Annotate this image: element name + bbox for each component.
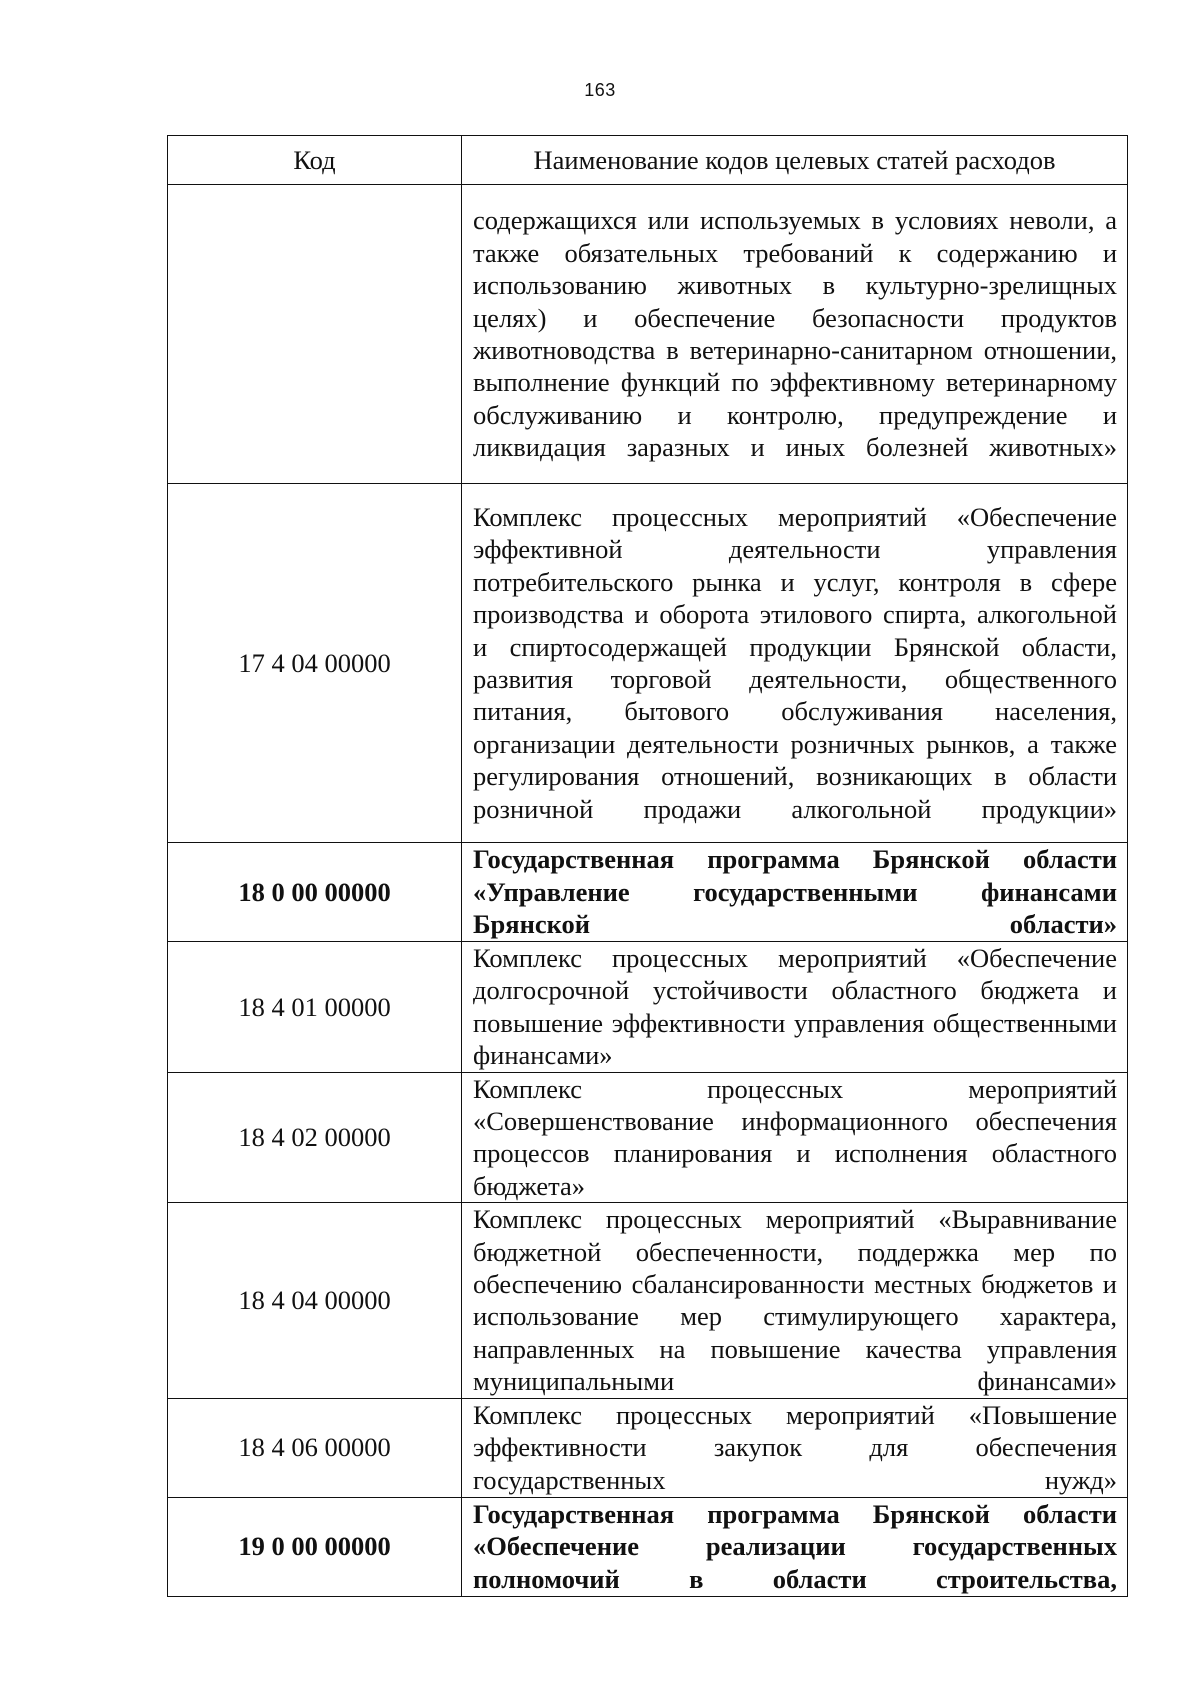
- row-code: 18 4 01 00000: [168, 942, 462, 1073]
- target-expense-codes-table: [167, 135, 1128, 1597]
- page-number: 163: [584, 80, 616, 100]
- row-code: 19 0 00 00000: [168, 1497, 462, 1596]
- header-name: Наименование кодов целевых статей расходов: [462, 136, 1128, 185]
- row-name: Комплекс процессных мероприятий «Выравнивание бюджетной обеспеченности, поддержка мер по обеспечению сбалансированности местных бюджетов и использование мер стимулирующего характера, направленных на повышение качества управления муниципальными финансами»: [462, 1203, 1128, 1398]
- row-name: Государственная программа Брянской области «Обеспечение реализации государственных полномочий в области строительства,: [462, 1497, 1128, 1596]
- row-name: Комплекс процессных мероприятий «Повышение эффективности закупок для обеспечения государственных нужд»: [462, 1398, 1128, 1497]
- row-name: Комплекс процессных мероприятий «Совершенствование информационного обеспечения процессов планирования и исполнения областного бюджета»: [462, 1072, 1128, 1203]
- table-header-row: [168, 136, 1128, 185]
- row-code: [168, 185, 462, 484]
- header-code: Код: [168, 136, 462, 185]
- row-name: Комплекс процессных мероприятий «Обеспечение эффективной деятельности управления потребительского рынка и услуг, контроля в сфере производства и оборота этилового спирта, алкогольной и спиртосодержащей продукции Брянской области, развития торговой деятельности, общественного питания, бытового обслуживания населения, организации деятельности розничных рынков, а также регулирования отношений, возникающих в области розничной продажи алкогольной продукции»: [462, 484, 1128, 843]
- row-name: Комплекс процессных мероприятий «Обеспечение долгосрочной устойчивости областного бюджета и повышение эффективности управления общественными финансами»: [462, 942, 1128, 1073]
- table-row: [168, 1398, 1128, 1497]
- table-row: [168, 843, 1128, 942]
- row-code: 18 4 06 00000: [168, 1398, 462, 1497]
- row-code: 17 4 04 00000: [168, 484, 462, 843]
- table-row: [168, 942, 1128, 1073]
- table-row: [168, 185, 1128, 484]
- table-row: [168, 1497, 1128, 1596]
- row-name: Государственная программа Брянской области «Управление государственными финансами Брянской области»: [462, 843, 1128, 942]
- table-row: [168, 1072, 1128, 1203]
- row-code: 18 4 04 00000: [168, 1203, 462, 1398]
- row-name: содержащихся или используемых в условиях неволи, а также обязательных требований к содержанию и использованию животных в культурно-зрелищных целях) и обеспечение безопасности продуктов животноводства в ветеринарно-санитарном отношении, выполнение функций по эффективному ветеринарному обслуживанию и контролю, предупреждение и ликвидация заразных и иных болезней животных»: [462, 185, 1128, 484]
- table-row: [168, 484, 1128, 843]
- row-code: 18 0 00 00000: [168, 843, 462, 942]
- table-row: [168, 1203, 1128, 1398]
- row-code: 18 4 02 00000: [168, 1072, 462, 1203]
